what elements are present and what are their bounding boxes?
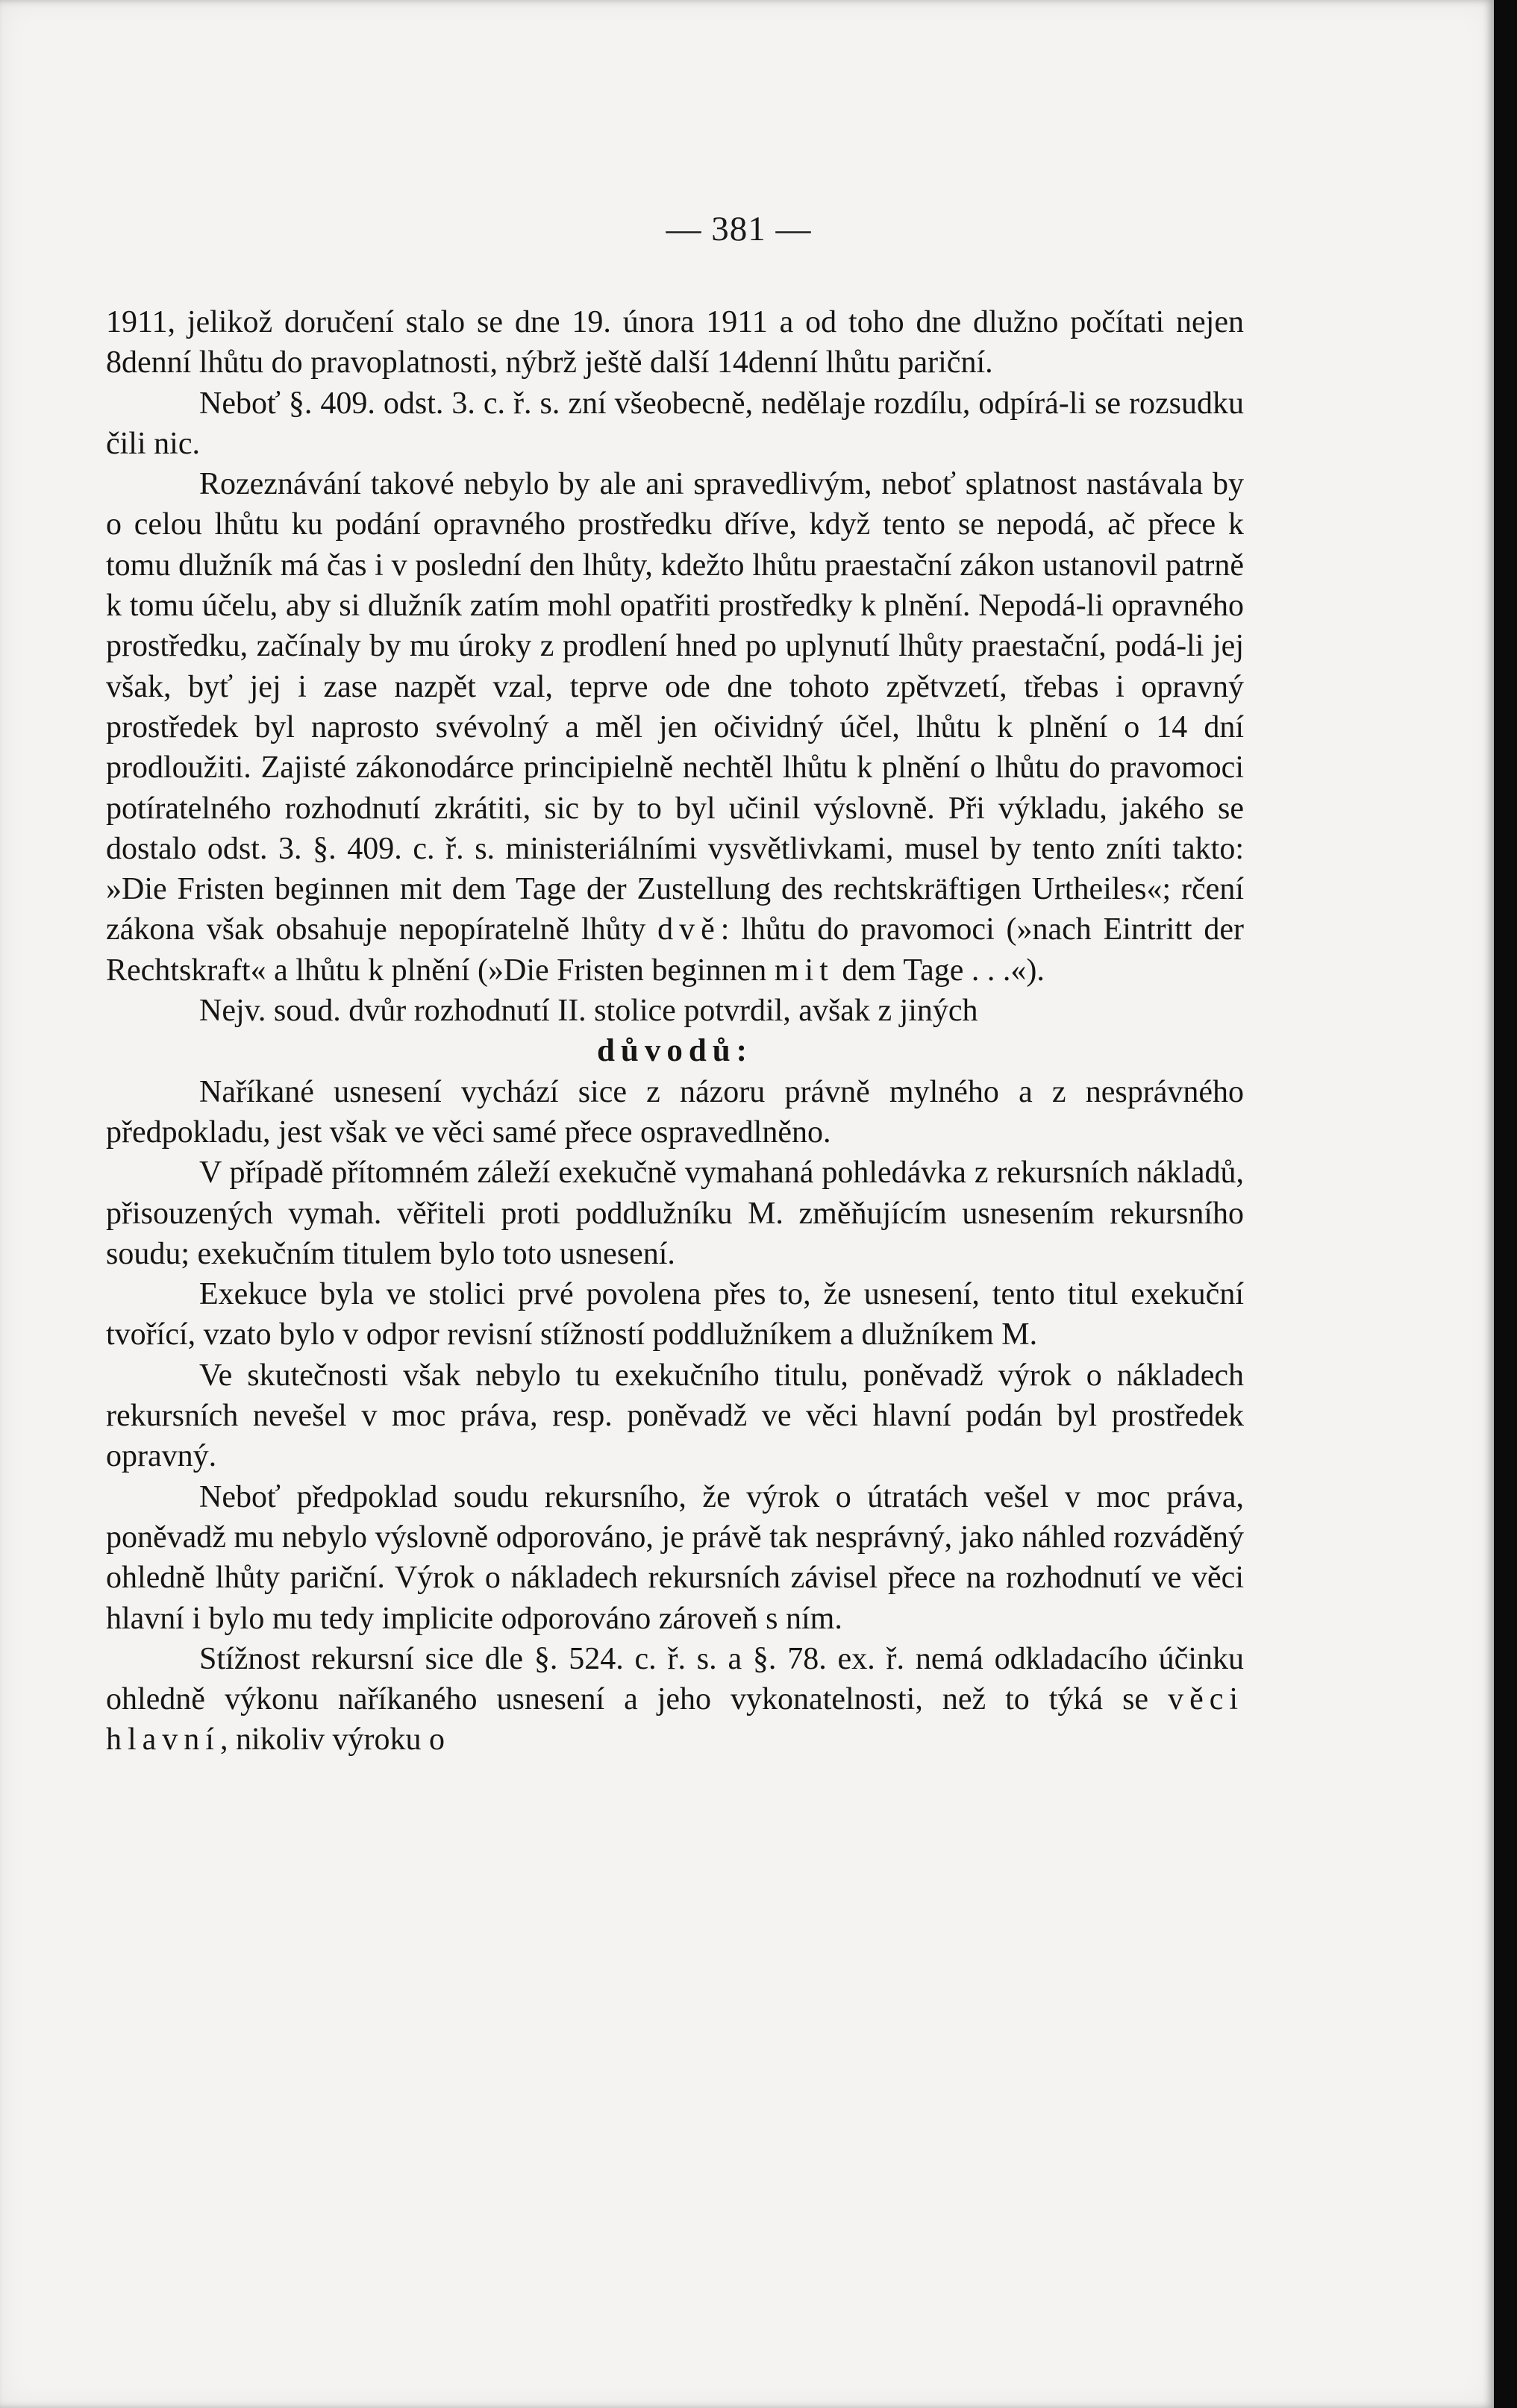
paragraph-9: Neboť předpoklad soudu rekursního, že výrok o útratách vešel v moc práva, poněvadž mu nebylo výslovně odporováno, je právě tak nesprávný, jako náhled rozváděný ohledně lhůty pariční. Výrok o nákladech rekursních závisel přece na rozhodnutí ve věci hlavní i bylo mu tedy implicite odporováno zároveň s ním.	[106, 1479, 1244, 1636]
paragraph-8: Ve skutečnosti však nebylo tu exekučního titulu, poněvadž výrok o nákladech rekursních nevešel v moc práva, resp. poněvadž ve věci hlavní podán byl prostředek opravný.	[106, 1358, 1244, 1474]
paragraph-1: 1911, jelikož doručení stalo se dne 19. února 1911 a od toho dne dlužno počítati nejen 8denní lhůtu do pravoplatnosti, nýbrž ještě další 14denní lhůtu pariční.	[106, 305, 1244, 380]
emphasis-veci-hlavni: věci hlavní	[106, 1682, 1245, 1758]
section-heading: důvodů:	[597, 1033, 753, 1069]
page-number: — 381 —	[666, 210, 812, 248]
paragraph-7: Exekuce byla ve stolici prvé povolena přes to, že usnesení, tento titul exekuční tvořící, vzato bylo v odpor revisní stížností poddlužníkem a dlužníkem M.	[106, 1277, 1244, 1352]
paragraph-10-text: Stížnost rekursní sice dle §. 524. c. ř. s. a §. 78. ex. ř. nemá odkladacího účinku ohledně výkonu naříkaného usnesení a jeho vykonatelnosti, než to týká se	[106, 1641, 1244, 1717]
paragraph-3-text-b: : lhůtu do pravomoci (»nach Eintritt der Rechtskraft« a lhůtu k plnění (»Die Fristen beginnen	[106, 912, 1245, 988]
emphasis-dve: dvě	[657, 912, 721, 947]
paragraph-10-text-b: , nikoliv výroku o	[219, 1722, 445, 1758]
paragraph-3-text-c: dem Tage . . .«).	[842, 953, 1045, 988]
paragraph-10	[106, 1639, 1244, 1760]
paragraph-3-text: Rozeznávání takové nebylo by ale ani spravedlivým, neboť splatnost nastávala by o celou lhůtu ku podání opravného prostředku dříve, když tento se nepodá, ač přece k tomu dlužník má čas i v poslední den lhůty, kdežto lhůtu praestační zákon ustanovil patrně k tomu účelu, aby si dlužník zatím mohl opatřiti prostředky k plnění. Nepodá-li opravného prostředku, začínaly by mu úroky z prodlení hned po uplynutí lhůty praestační, podá-li jej však, byť jej i zase nazpět vzal, teprve ode dne tohoto zpětvzetí, třebas i opravný prostředek byl naprosto svévolný a měl jen očividný účel, lhůtu k plnění o 14 dní prodloužiti. Zajisté zákonodárce principielně nechtěl lhůtu k plnění o lhůtu do pravomoci potíratelného rozhodnutí zkrátiti, sic by to byl učinil výslovně. Při výkladu, jakého se dostalo odst. 3. §. 409. c. ř. s. ministeriálními vysvětlivkami, musel by tento zníti takto: »Die Fristen beginnen mit dem Tage der Zustellung des rechtskräftigen Urtheiles«; rčení zákona však obsahuje nepopíratelně lhůty	[106, 467, 1244, 947]
paragraph-4: Nejv. soud. dvůr rozhodnutí II. stolice potvrdil, avšak z jiných	[199, 994, 978, 1029]
paragraph-6: V případě přítomném záleží exekučně vymahaná pohledávka z rekursních nákladů, přisouzených vymah. věřiteli proti poddlužníku M. změňujícím usnesením rekursního soudu; exekučním titulem bylo toto usnesení.	[106, 1156, 1244, 1271]
paragraph-3	[106, 464, 1244, 991]
emphasis-mit: mit	[774, 953, 834, 988]
paragraph-2: Neboť §. 409. odst. 3. c. ř. s. zní všeobecně, nedělaje rozdílu, odpírá-li se rozsudku čili nic.	[106, 386, 1244, 461]
paragraph-5: Naříkané usnesení vychází sice z názoru právně mylného a z nesprávného předpokladu, jest však ve věci samé přece ospravedlněno.	[106, 1074, 1244, 1150]
body-text	[106, 302, 1244, 1760]
